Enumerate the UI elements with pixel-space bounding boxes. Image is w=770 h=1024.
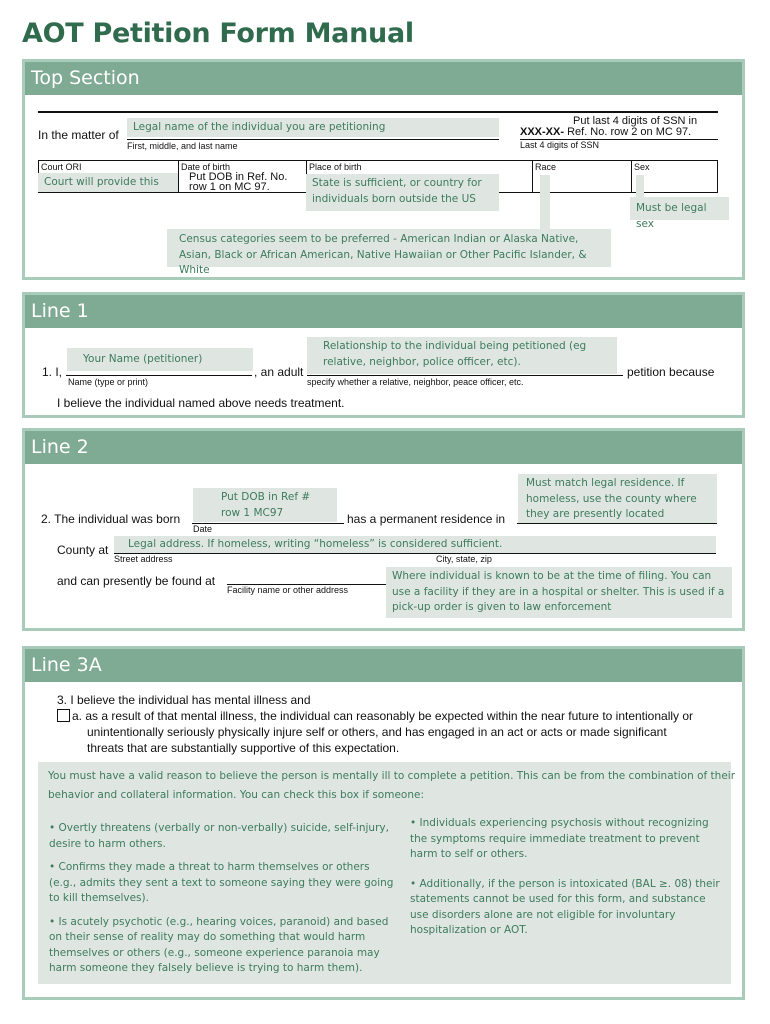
- pob-label: Place of birth: [309, 162, 362, 172]
- sex-note: Must be legal sex: [630, 197, 729, 220]
- relationship-line: [307, 375, 623, 376]
- court-note: Court will provide this: [38, 173, 178, 192]
- address-line: [114, 553, 716, 554]
- page-title: AOT Petition Form Manual: [22, 18, 414, 49]
- sex-cell: [631, 160, 718, 193]
- form-top-rule: [38, 111, 718, 113]
- item-a-checkbox[interactable]: [57, 709, 70, 722]
- petition-because-label: petition because: [627, 365, 715, 379]
- top-section-heading: Top Section: [25, 62, 742, 95]
- guidance-bullet: • Individuals experiencing psychosis without recognizing the symptoms require immediate treatment to prevent harm to self or others.: [410, 817, 709, 860]
- birth-date-note: Put DOB in Ref # row 1 MC97: [193, 488, 337, 522]
- line1-heading: Line 1: [25, 295, 742, 328]
- ssn-prefix: XXX-XX-: [520, 126, 565, 138]
- guidance-left-column: [49, 821, 395, 985]
- facility-caption: Facility name or other address: [227, 585, 349, 595]
- county-at-label: County at: [57, 543, 109, 557]
- residence-line: [517, 523, 717, 524]
- city-caption: City, state, zip: [436, 554, 492, 564]
- guidance-intro-2: behavior and collateral information. You can check this box if someone:: [48, 789, 424, 801]
- dob-note: Put DOB in Ref. No. row 1 on MC 97.: [189, 171, 288, 193]
- guidance-right-column: [410, 816, 725, 947]
- dob-label: Date of birth: [181, 162, 231, 172]
- race-connector: [540, 175, 550, 230]
- residence-note: Must match legal residence. If homeless, use the county where they are presently located: [518, 474, 717, 523]
- birth-date-line: [192, 523, 344, 524]
- line2-heading: Line 2: [25, 431, 742, 464]
- item-a-text-1: a. as a result of that mental illness, the individual can reasonably be expected within the near future to intentionally or: [72, 709, 694, 723]
- line3a-heading: Line 3A: [25, 649, 742, 682]
- sex-connector: [636, 175, 644, 197]
- ssn-ref: Ref. No. row 2 on MC 97.: [567, 126, 692, 138]
- court-ori-label: Court ORI: [41, 162, 82, 172]
- guidance-bullet: • Additionally, if the person is intoxicated (BAL ≥. 08) their statements cannot be used for this form, and substance use disorders alone are not eligible for involuntary hospitalization or AOT.: [410, 877, 720, 936]
- legal-name-note: Legal name of the individual you are petitioning: [127, 118, 499, 137]
- ssn-field: [520, 126, 691, 138]
- name-line: [127, 139, 499, 140]
- date-caption: Date: [193, 524, 213, 534]
- found-at-note: Where individual is known to be at the time of filing. You can use a facility if they are in a hospital or shelter. This is used if a pick-up order is given to law enforcement: [386, 567, 732, 618]
- name-caption: First, middle, and last name: [127, 141, 238, 151]
- item-a-text-2: unintentionally seriously physically injure self or others, and has engaged in an act or acts or made significant: [87, 725, 667, 739]
- adult-label: , an adult: [254, 365, 304, 379]
- address-note: Legal address. If homeless, writing “homeless” is considered sufficient.: [114, 536, 716, 553]
- item-a-text-3: threats that are substantially supportive of this expectation.: [87, 741, 400, 755]
- petitioner-name-line: [66, 375, 252, 376]
- guidance-bullet: • Overtly threatens (verbally or non-verbally) suicide, self-injury, desire to harm others.: [49, 822, 389, 850]
- pob-note: State is sufficient, or country for individuals born outside the US: [306, 174, 499, 211]
- found-at-label: and can presently be found at: [57, 574, 216, 588]
- relationship-note: Relationship to the individual being petitioned (eg relative, neighbor, police officer, etc).: [307, 337, 617, 374]
- race-label: Race: [535, 162, 557, 172]
- born-label: 2. The individual was born: [41, 512, 181, 526]
- race-note: Census categories seem to be preferred - American Indian or Alaska Native, Asian, Black or African American, Native Hawaiian or Other Pacific Islander, & White: [167, 229, 611, 267]
- ssn-caption: Last 4 digits of SSN: [520, 140, 600, 150]
- in-the-matter-label: In the matter of: [38, 128, 119, 142]
- needs-treatment-statement: I believe the individual named above needs treatment.: [57, 396, 345, 410]
- sex-label: Sex: [634, 162, 650, 172]
- residence-label: has a permanent residence in: [347, 512, 506, 526]
- relationship-caption: specify whether a relative, neighbor, peace officer, etc.: [307, 377, 524, 387]
- petitioner-name-caption: Name (type or print): [68, 377, 149, 387]
- petitioner-name-note: Your Name (petitioner): [67, 348, 253, 371]
- line1-prefix: 1. I,: [42, 365, 63, 379]
- guidance-bullet: • Confirms they made a threat to harm themselves or others (e.g., admits they sent a text to someone saying they were going to kill themselves).: [49, 861, 394, 904]
- street-caption: Street address: [114, 554, 173, 564]
- ssn-note: Put last 4 digits of SSN in: [573, 115, 698, 127]
- guidance-bullet: • Is acutely psychotic (e.g., hearing voices, paranoid) and based on their sense of reality may do something that would harm themselves or others (e.g., someone experience paranoia may harm someone they falsely believe is trying to harm them).: [49, 915, 389, 974]
- guidance-intro-1: You must have a valid reason to believe the person is mentally ill to complete a petition. This can be from the combination of their: [48, 770, 736, 782]
- mental-illness-statement: 3. I believe the individual has mental illness and: [57, 693, 311, 707]
